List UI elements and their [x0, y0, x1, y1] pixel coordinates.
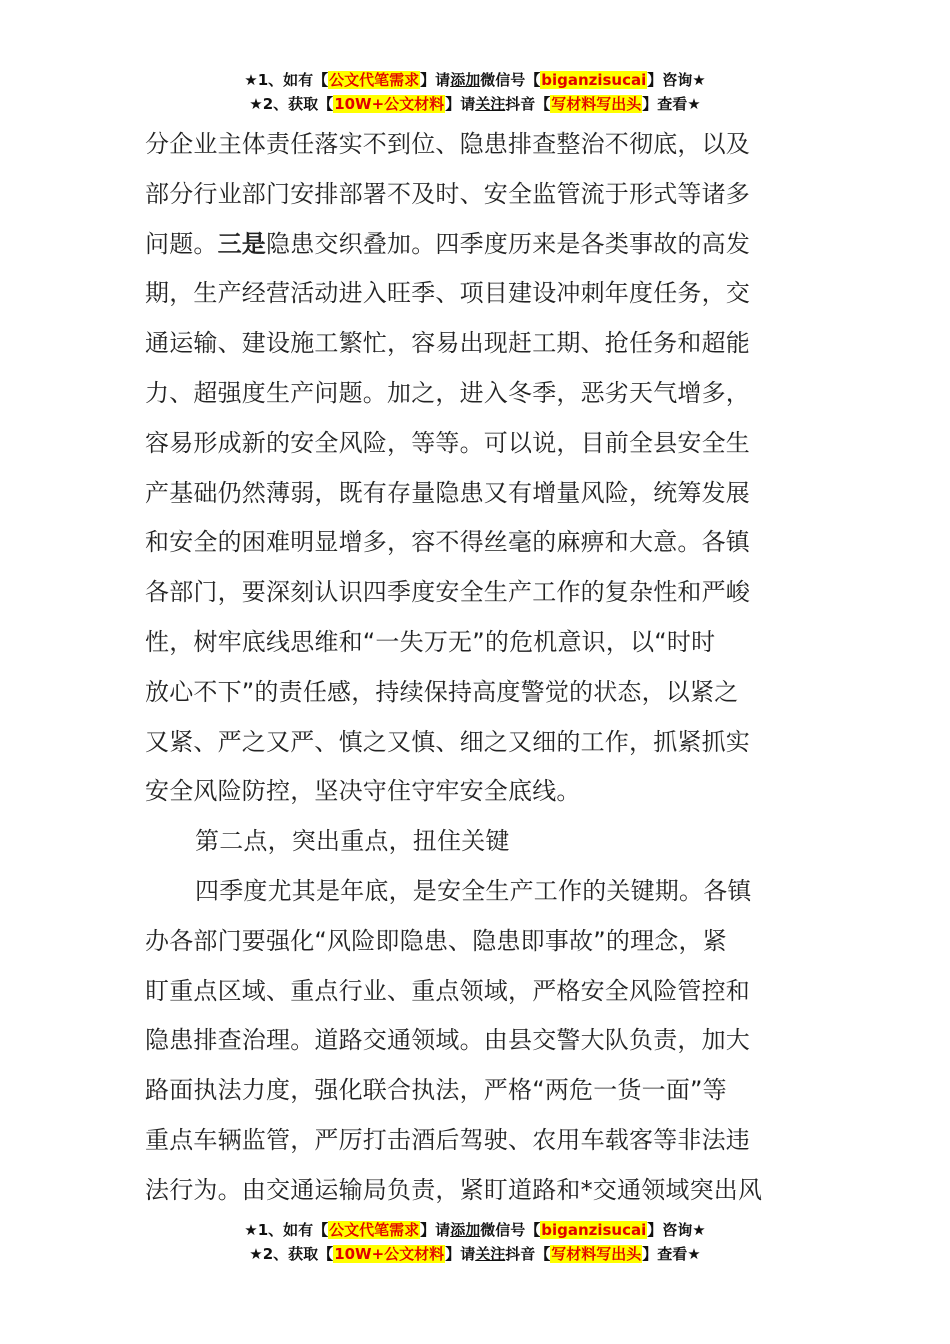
banner-highlight: 写材料写出头	[551, 95, 642, 113]
body-line: 路面执法力度，强化联合执法，严格“两危一货一面”等	[145, 1076, 727, 1105]
body-line: 期，生产经营活动进入旺季、项目建设冲刺年度任务，交	[145, 279, 750, 308]
banner-text: 】咨询★	[647, 1221, 706, 1239]
banner-emphasis: 添加	[450, 71, 481, 89]
body-line: 分企业主体责任落实不到位、隐患排查整治不彻底，以及	[145, 130, 750, 158]
body-text: 隐患交织叠加。四季度历来是各类事故的高发	[266, 229, 751, 258]
body-line: 法行为。由交通运输局负责，紧盯道路和*交通领域突出风	[145, 1175, 763, 1204]
banner-line-2	[0, 92, 950, 116]
banner-line-1	[0, 1218, 950, 1242]
body-line: 四季度尤其是年底，是安全生产工作的关键期。各镇	[195, 876, 752, 905]
body-line: 力、超强度生产问题。加之，进入冬季，恶劣天气增多，	[145, 378, 750, 407]
banner-text: 抖音【	[505, 1245, 551, 1263]
document-body	[145, 120, 795, 1216]
banner-emphasis: 关注	[475, 1245, 506, 1263]
footer-banner	[0, 1218, 950, 1266]
body-line: 产基础仍然薄弱，既有存量隐患又有增量风险，统筹发展	[145, 478, 750, 507]
banner-text: 】查看★	[642, 1245, 701, 1263]
banner-text: 】请	[420, 71, 451, 89]
banner-emphasis: 添加	[450, 1221, 481, 1239]
body-line-with-bold	[145, 220, 795, 270]
body-text: 问题。	[145, 229, 218, 258]
header-banner	[0, 68, 950, 116]
banner-text: 抖音【	[505, 95, 551, 113]
banner-text: 】请	[445, 95, 476, 113]
section-heading: 第二点，突出重点，扭住关键	[195, 827, 510, 856]
banner-text: 微信号【	[480, 1221, 541, 1239]
body-line: 重点车辆监管，严厉打击酒后驾驶、农用车载客等非法违	[145, 1125, 750, 1154]
body-line: 安全风险防控，坚决守住守牢安全底线。	[145, 777, 581, 806]
body-line: 放心不下”的责任感，持续保持高度警觉的状态，以紧之	[145, 677, 739, 706]
body-line: 通运输、建设施工繁忙，容易出现赶工期、抢任务和超能	[145, 329, 750, 358]
banner-highlight: 写材料写出头	[551, 1245, 642, 1263]
banner-text: ★1、如有【	[244, 71, 329, 89]
banner-text: 】请	[420, 1221, 451, 1239]
body-line: 部分行业部门安排部署不及时、安全监管流于形式等诸多	[145, 179, 750, 208]
body-line: 性，树牢底线思维和“一失万无”的危机意识，以“时时	[145, 627, 716, 656]
body-line: 和安全的困难明显增多，容不得丝毫的麻痹和大意。各镇	[145, 528, 750, 557]
banner-highlight: biganzisucai	[541, 71, 647, 89]
body-line: 容易形成新的安全风险，等等。可以说，目前全县安全生	[145, 428, 750, 457]
bold-lead: 三是	[217, 229, 267, 258]
banner-text: 】查看★	[642, 95, 701, 113]
banner-text: 】咨询★	[647, 71, 706, 89]
body-line: 各部门，要深刻认识四季度安全生产工作的复杂性和严峻	[145, 578, 750, 607]
banner-text: ★2、获取【	[249, 1245, 334, 1263]
body-line: 隐患排查治理。道路交通领域。由县交警大队负责，加大	[145, 1026, 750, 1055]
banner-text: ★2、获取【	[249, 95, 334, 113]
banner-highlight: 公文代笔需求	[329, 71, 420, 89]
banner-highlight: 10W+公文材料	[334, 1245, 445, 1263]
banner-highlight: biganzisucai	[541, 1221, 647, 1239]
banner-line-1	[0, 68, 950, 92]
banner-line-2	[0, 1242, 950, 1266]
banner-highlight: 公文代笔需求	[329, 1221, 420, 1239]
body-line: 办各部门要强化“风险即隐患、隐患即事故”的理念，紧	[145, 926, 727, 955]
body-line: 盯重点区域、重点行业、重点领域，严格安全风险管控和	[145, 976, 750, 1005]
banner-highlight: 10W+公文材料	[334, 95, 445, 113]
banner-text: 微信号【	[480, 71, 541, 89]
banner-text: ★1、如有【	[244, 1221, 329, 1239]
banner-text: 】请	[445, 1245, 476, 1263]
body-line: 又紧、严之又严、慎之又慎、细之又细的工作，抓紧抓实	[145, 727, 750, 756]
banner-emphasis: 关注	[475, 95, 506, 113]
